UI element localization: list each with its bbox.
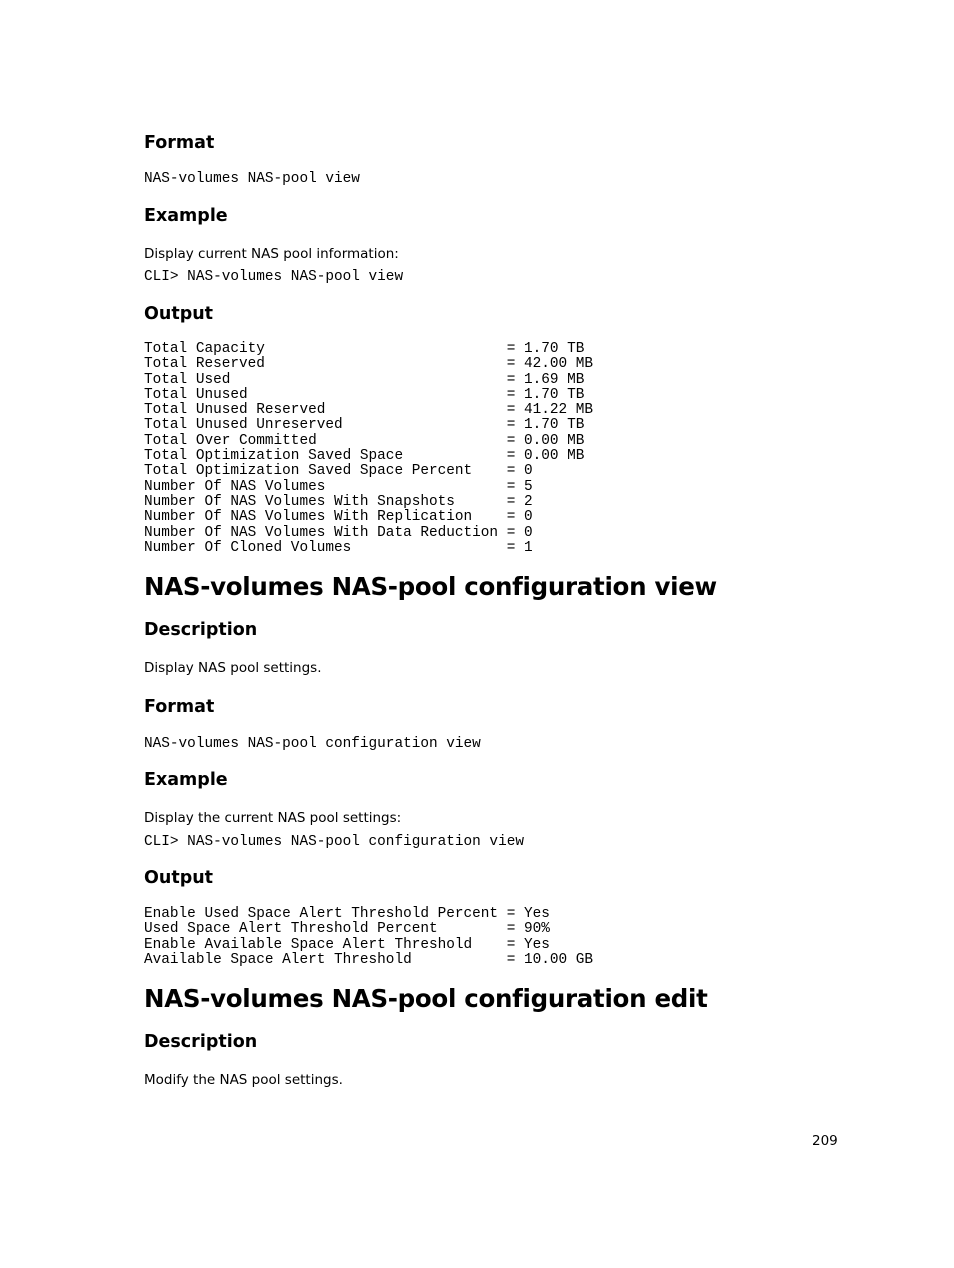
output-line: Total Unused Reserved = 41.22 MB <box>144 402 594 419</box>
output-line: Total Used = 1.69 MB <box>144 371 585 388</box>
output-line: Total Over Committed = 0.00 MB <box>144 432 585 449</box>
example-command: CLI> NAS-volumes NAS-pool view <box>144 269 404 285</box>
output-line: Number Of NAS Volumes With Replication = 0 <box>144 509 533 526</box>
output-line: Total Optimization Saved Space Percent = 0 <box>144 463 533 480</box>
example-heading: Example <box>144 770 228 790</box>
output-line: Enable Available Space Alert Threshold = Yes <box>144 936 550 953</box>
output-line: Total Reserved = 42.00 MB <box>144 356 594 373</box>
output-heading: Output <box>144 868 214 888</box>
format-command: NAS-volumes NAS-pool view <box>144 171 360 187</box>
example-heading: Example <box>144 206 228 226</box>
output-line: Number Of Cloned Volumes = 1 <box>144 539 533 556</box>
description-text: Modify the NAS pool settings. <box>144 1072 343 1088</box>
output-line: Number Of NAS Volumes With Snapshots = 2 <box>144 493 533 510</box>
output-heading: Output <box>144 304 214 324</box>
output-line: Number Of NAS Volumes = 5 <box>144 478 533 495</box>
output-line: Total Capacity = 1.70 TB <box>144 341 585 357</box>
output-block <box>144 907 593 968</box>
description-text: Display NAS pool settings. <box>144 660 322 676</box>
page-number: 209 <box>812 1133 838 1149</box>
output-line: Total Unused = 1.70 TB <box>144 386 585 403</box>
example-description: Display current NAS pool information: <box>144 246 399 262</box>
output-line: Enable Used Space Alert Threshold Percent = Yes <box>144 906 550 922</box>
example-description: Display the current NAS pool settings: <box>144 810 402 826</box>
output-line: Used Space Alert Threshold Percent = 90% <box>144 921 550 938</box>
output-block <box>144 342 593 556</box>
format-heading: Format <box>144 697 215 717</box>
example-command: CLI> NAS-volumes NAS-pool configuration view <box>144 834 524 850</box>
format-heading: Format <box>144 133 215 153</box>
output-line: Total Optimization Saved Space = 0.00 MB <box>144 448 585 465</box>
description-heading: Description <box>144 1032 258 1052</box>
section-title-configuration-view: NAS-volumes NAS-pool configuration view <box>144 572 717 601</box>
description-heading: Description <box>144 620 258 640</box>
output-line: Total Unused Unreserved = 1.70 TB <box>144 417 585 434</box>
section-title-configuration-edit: NAS-volumes NAS-pool configuration edit <box>144 984 708 1013</box>
output-line: Available Space Alert Threshold = 10.00 GB <box>144 951 594 968</box>
output-line: Number Of NAS Volumes With Data Reduction = 0 <box>144 524 533 541</box>
format-command: NAS-volumes NAS-pool configuration view <box>144 736 481 752</box>
